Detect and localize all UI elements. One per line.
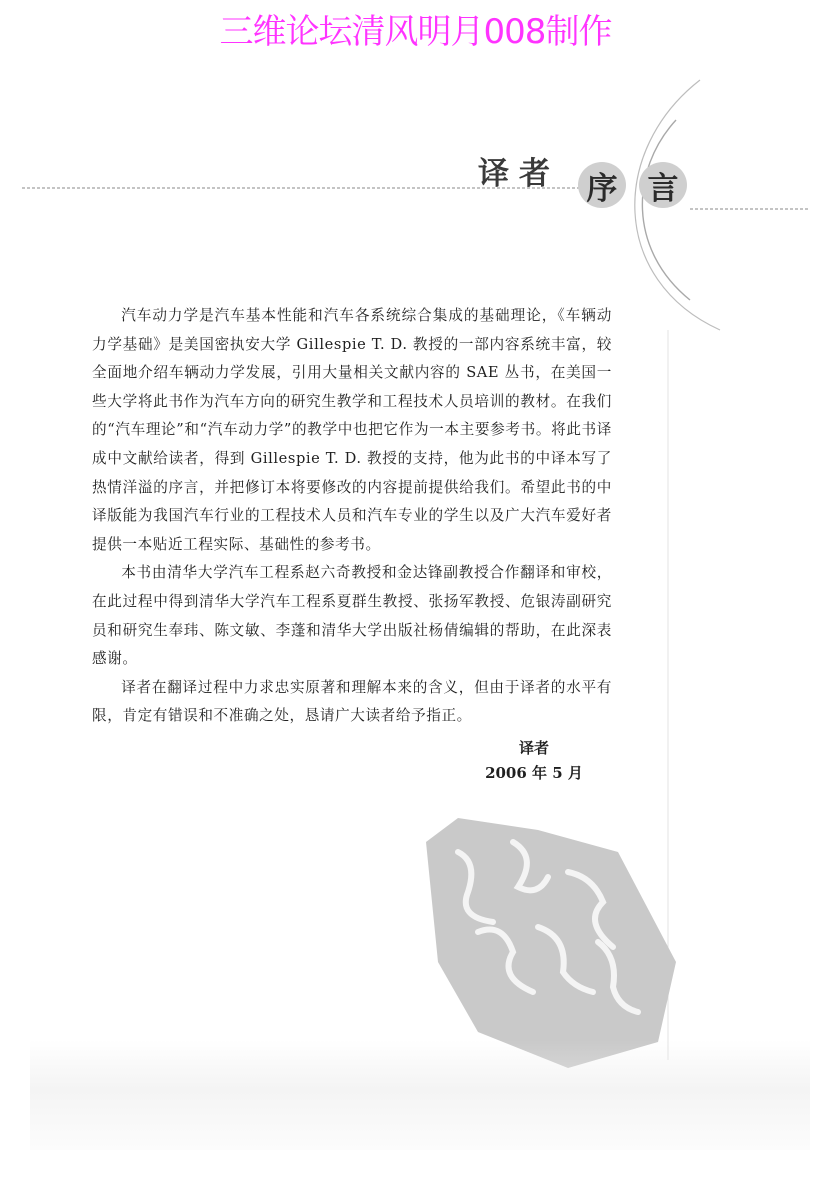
- signature-block: [460, 736, 608, 786]
- title-preface-char-2: 言: [639, 162, 687, 208]
- signature-date: 2006 年 5 月: [485, 764, 583, 782]
- seal-stamp-image: [418, 812, 680, 1070]
- paragraph-2: 本书由清华大学汽车工程系赵六奇教授和金达锋副教授合作翻译和审校，在此过程中得到清华大学汽车工程系夏群生教授、张扬军教授、危银涛副研究员和研究生奉玮、陈文敏、李蓬和清华大学出版社杨倩编辑的帮助，在此深表感谢。: [92, 564, 612, 668]
- title-translator-text: 译者: [478, 156, 560, 192]
- paragraph-3: 译者在翻译过程中力求忠实原著和理解本来的含义，但由于译者的水平有限，肯定有错误和不准确之处，恳请广大读者给予指正。: [92, 678, 612, 725]
- watermark-text: 三维论坛清风明月008制作: [219, 12, 612, 52]
- paragraph-1: 汽车动力学是汽车基本性能和汽车各系统综合集成的基础理论，《车辆动力学基础》是美国密执安大学 Gillespie T. D. 教授的一部内容系统丰富，较全面地介绍车辆动力学发展，引用大量相关文献内容的 SAE 丛书，在美国一些大学将此书作为汽车方向的研究生教学和工程技术人员培训的教材。在我们的“汽车理论”和“汽车动力学”的教学中也把它作为一本主要参考书。将此书译成中文献给读者，得到 Gillespie T. D. 教授的支持，他为此书的中译本写了热情洋溢的序言，并把修订本将要修改的内容提前提供给我们。希望此书的中译版能为我国汽车行业的工程技术人员和汽车专业的学生以及广大汽车爱好者提供一本贴近工程实际、基础性的参考书。: [92, 307, 612, 553]
- title-preface-char-1: 序: [578, 162, 626, 208]
- preface-body: [92, 302, 612, 731]
- signature-author: 译者: [518, 739, 549, 757]
- scan-shadow: [30, 1040, 810, 1150]
- decorative-arc-inner: [642, 120, 690, 300]
